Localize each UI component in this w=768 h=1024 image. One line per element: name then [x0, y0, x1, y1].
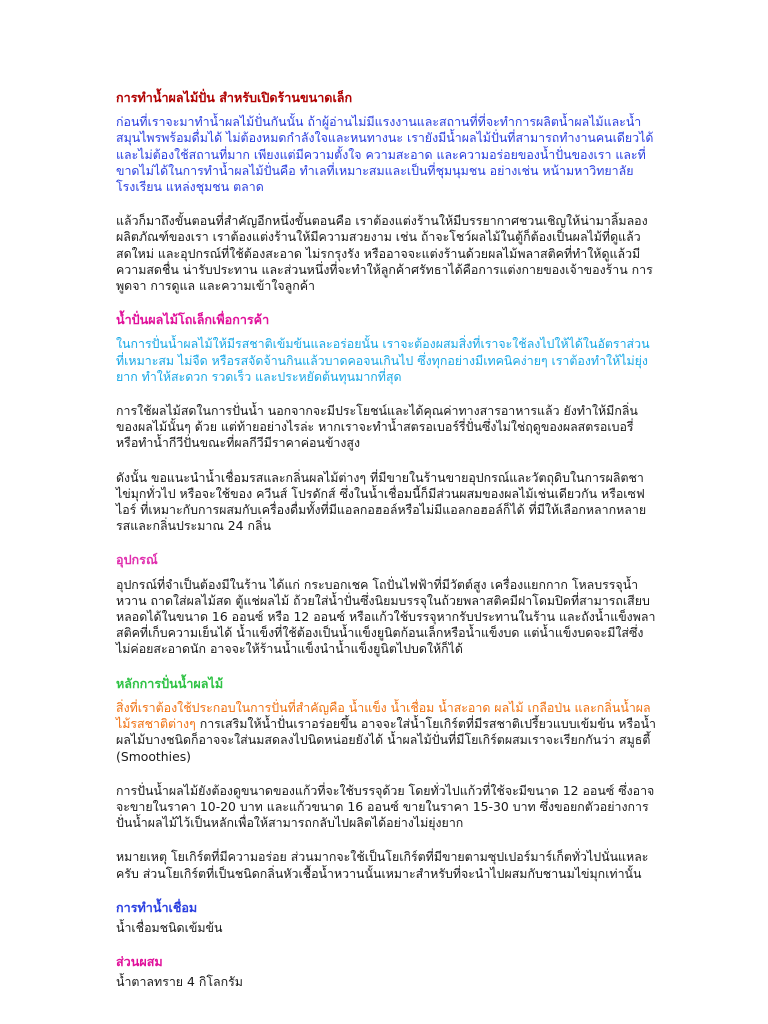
- document-content: [116, 90, 656, 1009]
- document-title: การทำน้ำผลไม้ปั่น สำหรับเปิดร้านขนาดเล็ก: [116, 90, 353, 105]
- principles-paragraph: [116, 700, 656, 765]
- section-heading-syrup: การทำน้ำเชื่อม: [116, 899, 198, 915]
- shop-decoration-paragraph: แล้วก็มาถึงขั้นตอนที่สำคัญอีกหนึ่งขั้นตอนคือ เราต้องแต่งร้านให้มีบรรยากาศชวนเชิญให้น่ามาลิ้มลองผลิตภัณฑ์ของเรา เราต้องแต่งร้านให้มีความสวยงาม เช่น ถ้าจะโชว์ผลไม้ในตู้ก็ต้องเป็นผลไม้ที่ดูแล้วสดใหม่ และอุปกรณ์ที่ใช้ต้องสะอาด ไม่รกรุงรัง หรืออาจจะแต่งร้านด้วยผลไม้พลาสติคที่ทำให้ดูแล้วมีความสดชื่น น่ารับประทาน และส่วนหนึ่งที่จะทำให้ลูกค้าศรัทธาได้คือการแต่งกายของเจ้าของร้าน การพูดจา การดูแล และความเข้าใจลูกค้า: [116, 213, 653, 294]
- ingredient-sugar-text: น้ำตาลทราย 4 กิโลกรัม: [116, 974, 243, 990]
- intro-paragraph: ก่อนที่เราจะมาทำน้ำผลไม้ปั่นกันนั้น ถ้าผู้อ่านไม่มีแรงงานและสถานที่ที่จะทำการผลิตน้ำผลไม้และน้ำสมุนไพรพร้อมดื่มได้ ไม่ต้องหมดกำลังใจและหนทางนะ เรายังมีน้ำผลไม้ปั่นที่สามารถทำงานคนเดียวได้และไม่ต้องใช้สถานที่มาก เพียงแต่มีความตั้งใจ ความสะอาด และความอร่อยของน้ำปั่นของเรา และที่ขาดไม่ได้ในการทำน้ำผลไม้ปั่นคือ ทำเลที่เหมาะสมและเป็นที่ชุมนุมชน อย่างเช่น หน้ามหาวิทยาลัย โรงเรียน แหล่งชุมชน ตลาด: [116, 114, 654, 195]
- blending-technique-paragraph: ในการปั่นน้ำผลไม้ให้มีรสชาติเข้มข้นและอร่อยนั้น เราจะต้องผสมสิ่งที่เราจะใช้ลงไปให้ได้ในอัตราส่วนที่เหมาะสม ไม่จืด หรือรสจัดจ้านกินแล้วบาดคอจนเกินไป ซึ่งทุกอย่างมีเทคนิคง่ายๆ เราต้องทำให้ไม่ยุ่งยาก ทำให้สะดวก รวดเร็ว และประหยัดต้นทุนมากที่สุด: [116, 336, 650, 384]
- syrup-type-text: น้ำเชื่อมชนิดเข้มข้น: [116, 919, 223, 935]
- principles-ingredients-text: สิ่งที่เราต้องใช้ประกอบในการปั่นที่สำคัญคือ น้ำแข็ง น้ำเชื่อม น้ำสะอาด ผลไม้ เกลือป่น และกลิ่นน้ำผลไม้รสชาติต่างๆ: [116, 699, 651, 732]
- principles-smoothie-text: การเสริมให้น้ำปั่นเราอร่อยขึ้น อาจจะใส่น้ำโยเกิร์ตที่มีรสชาติเปรี้ยวแบบเข้มข้น หรือน้ำผลไม้บางชนิดก็อาจจะใส่นมสดลงไปนิดหน่อยยังได้ น้ำผลไม้ปั่นที่มีโยเกิร์ตผสมเราจะเรียกกันว่า สมูธตี้ (Smoothies): [116, 716, 656, 764]
- cup-size-paragraph: การปั่นน้ำผลไม้ยังต้องดูขนาดของแก้วที่จะใช้บรรจุด้วย โดยทั่วไปแก้วที่ใช้จะมีขนาด 12 ออนซ์ ซึ่งอาจจะขายในราคา 10-20 บาท และแก้วขนาด 16 ออนซ์ ขายในราคา 15-30 บาท ซึ่งขอยกตัวอย่างการปั่นน้ำผลไม้ไว้เป็นหลักเพื่อให้สามารถกลับไปผลิตได้อย่างไม่ยุ่งยาก: [116, 782, 655, 831]
- section-heading-small-jar: น้ำปั่นผลไม้โถเล็กเพื่อการค้า: [116, 312, 270, 328]
- syrup-recommendation-paragraph: ดังนั้น ขอแนะนำน้ำเชื่อมรสและกลิ่นผลไม้ต่างๆ ที่มีขายในร้านขายอุปกรณ์และวัตถุดิบในการผลิตชาไข่มุกทั่วไป หรือจะใช้ของ ควีนส์ โปรดักส์ ซึ่งในน้ำเชื่อมนี้ก็มีส่วนผสมของผลไม้เช่นเดียวกัน หรือเซฟไอร์ ที่เหมาะกับการผสมกับเครื่องดื่มทั้งที่มีแอลกอฮอล์หรือไม่มีแอลกอฮอล์ก็ได้ ที่มีให้เลือกหลากหลายรสและกลิ่นประมาณ 24 กลิ่น: [116, 469, 647, 534]
- section-heading-equipment: อุปกรณ์: [116, 552, 158, 568]
- section-heading-principles: หลักการปั่นน้ำผลไม้: [116, 675, 224, 691]
- fresh-fruit-paragraph: การใช้ผลไม้สดในการปั่นน้ำ นอกจากจะมีประโยชน์และได้คุณค่าทางสารอาหารแล้ว ยังทำให้มีกลิ่นของผลไม้นั้นๆ ด้วย แต่ท้ายอย่างไรล่ะ หากเราจะทำน้ำสตรอเบอร์รี่ปั่นซึ่งไม่ใช่ฤดูของผลสตรอเบอรี่ หรือทำน้ำกีวีปั่นขณะที่ผลกีวีมีราคาค่อนข้างสูง: [116, 403, 638, 451]
- section-heading-ingredients: ส่วนผสม: [116, 954, 163, 970]
- equipment-paragraph: อุปกรณ์ที่จำเป็นต้องมีในร้าน ได้แก่ กระบอกเชค โถปั่นไฟฟ้าที่มีวัตต์สูง เครื่องแยกกาก โหลบรรจุน้ำหวาน ถาดใส่ผลไม้สด ตู้แช่ผลไม้ ถ้วยใส่น้ำปั่นซึ่งนิยมบรรจุในถ้วยพลาสติคมีฝาโดมปิดที่สามารถเสียบหลอดได้ในขนาด 16 ออนซ์ หรือ 12 ออนซ์ หรือแก้วใช้บรรจุหากรับประทานในร้าน และถังน้ำแข็งพลาสติคที่เก็บความเย็นได้ น้ำแข็งที่ใช้ต้องเป็นน้ำแข็งยูนิตก้อนเล็กหรือน้ำแข็งบด แต่น้ำแข็งบดจะมีใส่ซึ่งไม่ค่อยสะอาดนัก อาจจะให้ร้านน้ำแข็งนำน้ำแข็งยูนิตไปบดให้ก็ได้: [116, 576, 656, 657]
- yogurt-note-paragraph: หมายเหตุ โยเกิร์ตที่มีความอร่อย ส่วนมากจะใช้เป็นโยเกิร์ตที่มีขายตามซุปเปอร์มาร์เก็ตทั่วไปนั่นแหละครับ ส่วนโยเกิร์ตที่เป็นชนิดกลิ่นหัวเชื้อน้ำหวานนั้นเหมาะสำหรับที่จะนำไปผสมกับชานมไข่มุกเท่านั้น: [116, 849, 649, 881]
